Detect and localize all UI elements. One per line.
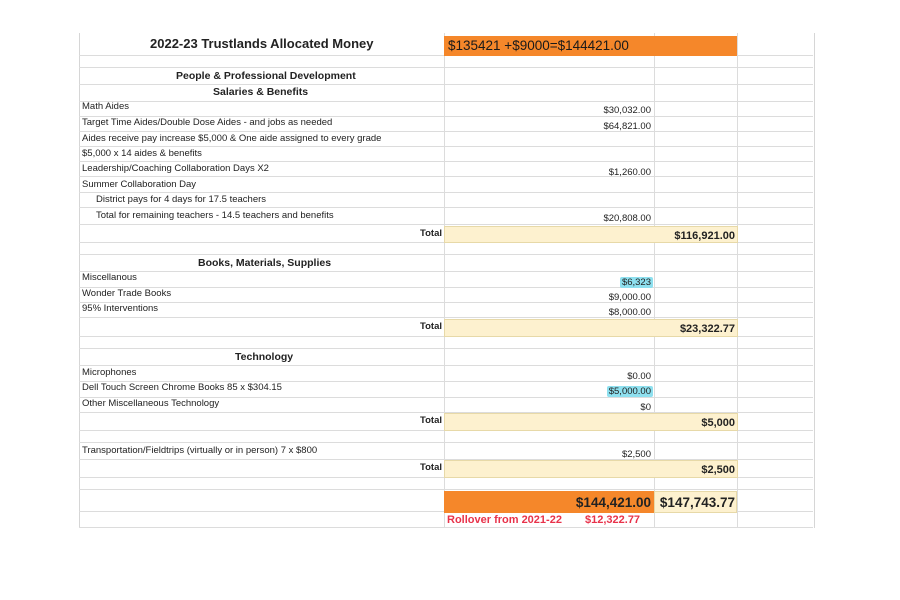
row-label: Leadership/Coaching Collaboration Days X2	[82, 163, 269, 174]
section3-heading: Technology	[235, 351, 294, 363]
row-amount: $9,000.00	[608, 292, 651, 303]
row-label: District pays for 4 days for 17.5 teachers	[96, 194, 267, 205]
grand-total: $144,421.00	[575, 495, 651, 510]
row-amount: $20,808.00	[603, 213, 651, 224]
row-label: Aides receive pay increase $5,000 & One aide assigned to every grade	[82, 133, 382, 144]
row-label: $5,000 x 14 aides & benefits	[82, 148, 202, 159]
row-amount	[560, 385, 653, 399]
row-amount: $1,260.00	[608, 167, 651, 178]
row-amount	[560, 276, 653, 290]
row-amount: $64,821.00	[603, 121, 651, 132]
section1-total: $116,921.00	[674, 230, 735, 242]
row-label: Target Time Aides/Double Dose Aides - and jobs as needed	[82, 117, 333, 128]
row-label: Miscellanous	[82, 272, 137, 283]
section3-total: $5,000	[701, 417, 735, 429]
row-label: Microphones	[82, 367, 137, 378]
section2-total: $23,322.77	[679, 323, 735, 335]
row-label: 95% Interventions	[82, 303, 159, 314]
row-amount: $0.00	[627, 371, 651, 382]
section1-heading2: Salaries & Benefits	[213, 86, 309, 98]
row-label: Summer Collaboration Day	[82, 179, 197, 190]
grand-total-alt: $147,743.77	[659, 495, 735, 510]
section3-total-label: Total	[420, 415, 442, 426]
rollover-amount: $12,322.77	[585, 514, 641, 526]
row-label: Dell Touch Screen Chrome Books 85 x $304.15	[82, 382, 282, 393]
highlighted-amount: $5,000.00	[608, 386, 651, 397]
section4-total-label: Total	[420, 462, 442, 473]
row-label: Math Aides	[82, 101, 129, 112]
section1-heading1: People & Professional Development	[176, 70, 356, 82]
row-amount: $8,000.00	[608, 307, 651, 318]
row-label: Other Miscellaneous Technology	[82, 398, 220, 409]
row-amount: $2,500	[621, 449, 651, 460]
row-label: Transportation/Fieldtrips (virtually or in person) 7 x $800	[82, 445, 318, 456]
header-total: $135421 +$9000=$144421.00	[448, 38, 629, 53]
rollover-label: Rollover from 2021-22	[447, 514, 562, 526]
row-label: Total for remaining teachers - 14.5 teachers and benefits	[96, 210, 334, 221]
row-label: Wonder Trade Books	[82, 288, 172, 299]
row-amount: $0	[640, 402, 651, 413]
section2-total-label: Total	[420, 321, 442, 332]
sheet-title: 2022-23 Trustlands Allocated Money	[150, 36, 374, 51]
section4-total: $2,500	[701, 464, 735, 476]
highlighted-amount: $6,323	[621, 277, 651, 288]
row-amount: $30,032.00	[603, 105, 651, 116]
section1-total-label: Total	[420, 228, 442, 239]
section2-heading: Books, Materials, Supplies	[198, 257, 332, 269]
